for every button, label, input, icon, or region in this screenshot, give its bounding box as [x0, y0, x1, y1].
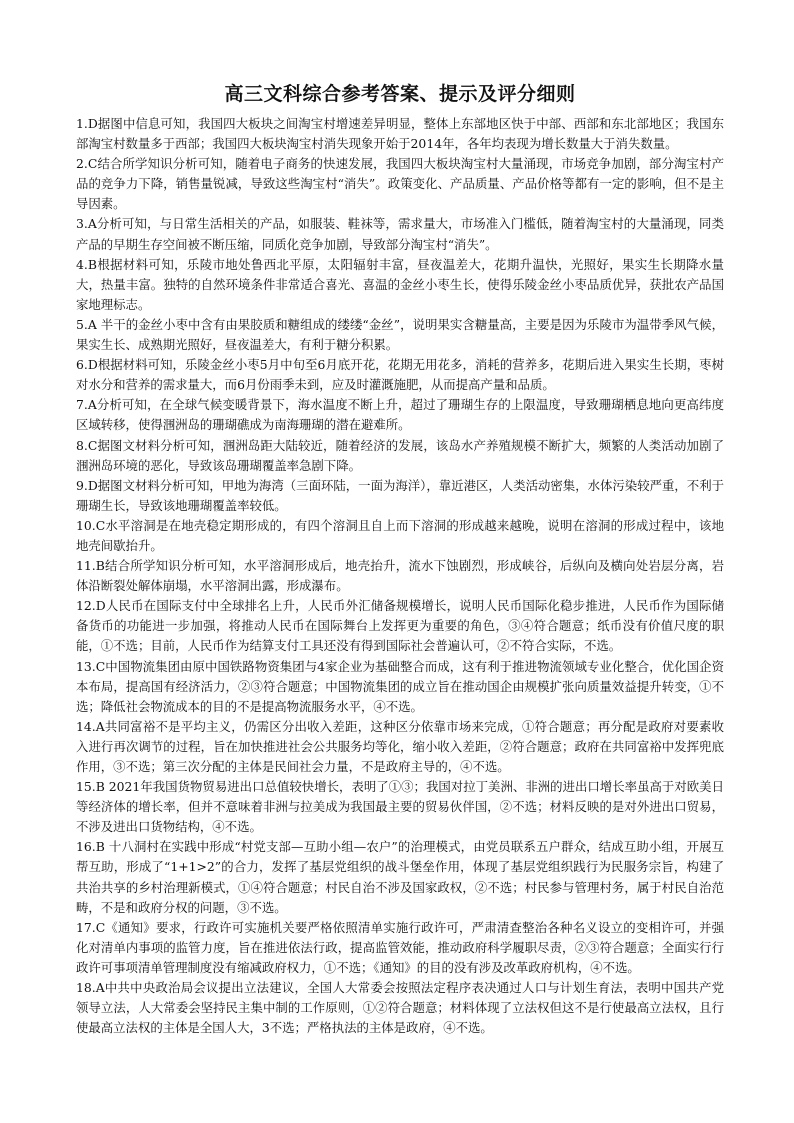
answer-item: 18.A中共中央政治局会议提出立法建议，全国人大常委会按照法定程序表决通过人口与计划生育法，表明中国共产党领导立法，人大常委会坚持民主集中制的工作原则，①②符合题意；材料体现了立法权但这不是行使最高立法权，且行使最高立法权的主体是全国人大，3不选；严格执法的主体是政府，④不选。	[76, 980, 724, 1036]
answer-item: 1.D据图中信息可知，我国四大板块之间淘宝村增速差异明显，整体上东部地区快于中部、西部和东北部地区；我国东部淘宝村数量多于西部；我国四大板块淘宝村消失现象开始于2014年，各年均表现为增长数量大于消失数量。	[76, 116, 724, 152]
answer-item: 11.B结合所学知识分析可知，水平溶洞形成后，地壳抬升，流水下蚀剧烈，形成峡谷，后纵向及横向处岩层分离，岩体沿断裂处解体崩塌，水平溶洞出露，形成瀑布。	[76, 558, 724, 594]
answer-item: 3.A分析可知，与日常生活相关的产品，如服装、鞋袜等，需求量大，市场准入门槛低，随着淘宝村的大量涌现，同类产品的早期生存空间被不断压缩，同质化竞争加剧，导致部分淘宝村“消失”。	[76, 216, 724, 252]
answer-item: 7.A分析可知，在全球气候变暖背景下，海水温度不断上升，超过了珊瑚生存的上限温度，导致珊瑚栖息地向更高纬度区域转移，使得涠洲岛的珊瑚礁成为南海珊瑚的潜在避难所。	[76, 397, 724, 433]
document-title: 高三文科综合参考答案、提示及评分细则	[224, 83, 576, 105]
answer-item: 14.A共同富裕不是平均主义，仍需区分出收入差距，这种区分依靠市场来完成，①符合题意；再分配是政府对要素收入进行再次调节的过程，旨在加快推进社会公共服务均等化，缩小收入差距，②符合题意；政府在共同富裕中发挥兜底作用，③不选；第三次分配的主体是民间社会力量，不是政府主导的，④不选。	[76, 718, 724, 774]
answer-item: 10.C水平溶洞是在地壳稳定期形成的，有四个溶洞且自上而下溶洞的形成越来越晚，说明在溶洞的形成过程中，该地地壳间歇抬升。	[76, 517, 724, 553]
answer-item: 9.D据图文材料分析可知，甲地为海湾（三面环陆，一面为海洋），靠近港区，人类活动密集，水体污染较严重，不利于珊瑚生长，导致该地珊瑚覆盖率较低。	[76, 477, 724, 513]
answer-item: 5.A 半干的金丝小枣中含有由果胶质和糖组成的缕缕“金丝”，说明果实含糖量高，主要是因为乐陵市为温带季风气候，果实生长、成熟期光照好，昼夜温差大，有利于糖分积累。	[76, 316, 724, 353]
answer-item: 16.B 十八洞村在实践中形成“村党支部—互助小组—农户”的治理模式，由党员联系五户群众，结成互助小组，开展互帮互助，形成了“1+1>2”的合力，发挥了基层党组织的战斗堡垒作用，体现了基层党组织践行为民服务宗旨，构建了共治共享的乡村治理新模式，①④符合题意；村民自治不涉及国家政权，②不选；村民参与管理村务，属于村民自治范畴，不是和政府分权的问题，③不选。	[76, 839, 724, 915]
answer-item: 15.B 2021年我国货物贸易进出口总值较快增长，表明了①③；我国对拉丁美洲、非洲的进出口增长率虽高于对欧美日等经济体的增长率，但并不意味着非洲与拉美成为我国最主要的贸易伙伴国，②不选；材料反映的是对外进出口贸易，不涉及进出口货物结构，④不选。	[76, 779, 724, 835]
answer-item: 4.B根据材料可知，乐陵市地处鲁西北平原，太阳辐射丰富，昼夜温差大，花期升温快，光照好，果实生长期降水量大，热量丰富。独特的自然环境条件非常适合喜光、喜温的金丝小枣生长，使得乐陵金丝小枣品质优异，获批农产品国家地理标志。	[76, 256, 724, 312]
answer-item: 12.D人民币在国际支付中全球排名上升，人民币外汇储备规模增长，说明人民币国际化稳步推进，人民币作为国际储备货币的功能进一步加强，将推动人民币在国际舞台上发挥更为重要的角色，③④符合题意；纸币没有价值尺度的职能，①不选；目前，人民币作为结算支付工具还没有得到国际社会普遍认可，②不符合实际，不选。	[76, 598, 724, 654]
answer-item: 13.C中国物流集团由原中国铁路物资集团与4家企业为基础整合而成，这有利于推进物流领域专业化整合，优化国企资本布局，提高国有经济活力，②③符合题意；中国物流集团的成立旨在推动国企由规模扩张向质量效益提升转变，①不选；降低社会物流成本的目的不是提高物流服务水平，④不选。	[76, 658, 724, 714]
answer-item: 2.C结合所学知识分析可知，随着电子商务的快速发展，我国四大板块淘宝村大量涌现，市场竞争加剧，部分淘宝村产品的竞争力下降，销售量锐减，导致这些淘宝村“消失”。政策变化、产品质量、产品价格等都有一定的影响，但不是主导因素。	[76, 156, 724, 212]
answer-item: 8.C据图文材料分析可知，涠洲岛距大陆较近，随着经济的发展，该岛水产养殖规模不断扩大，频繁的人类活动加剧了涠洲岛环境的恶化，导致该岛珊瑚覆盖率急剧下降。	[76, 437, 724, 473]
answer-item: 17.C《通知》要求，行政许可实施机关要严格依照清单实施行政许可，严肃清查整治各种名义设立的变相许可，并强化对清单内事项的监管力度，旨在推进依法行政，提高监管效能，推动政府科学履职尽责，②③符合题意；全面实行行政许可事项清单管理制度没有缩减政府权力，①不选；《通知》的目的没有涉及改革政府机构，④不选。	[76, 919, 724, 975]
answer-item: 6.D根据材料可知，乐陵金丝小枣5月中旬至6月底开花，花期无用花多，消耗的营养多，花期后进入果实生长期，枣树对水分和营养的需求量大，而6月份雨季未到，应及时灌溉施肥，从而提高产量和品质。	[76, 357, 724, 393]
answer-list	[76, 114, 724, 1038]
answer-document	[76, 82, 724, 1038]
